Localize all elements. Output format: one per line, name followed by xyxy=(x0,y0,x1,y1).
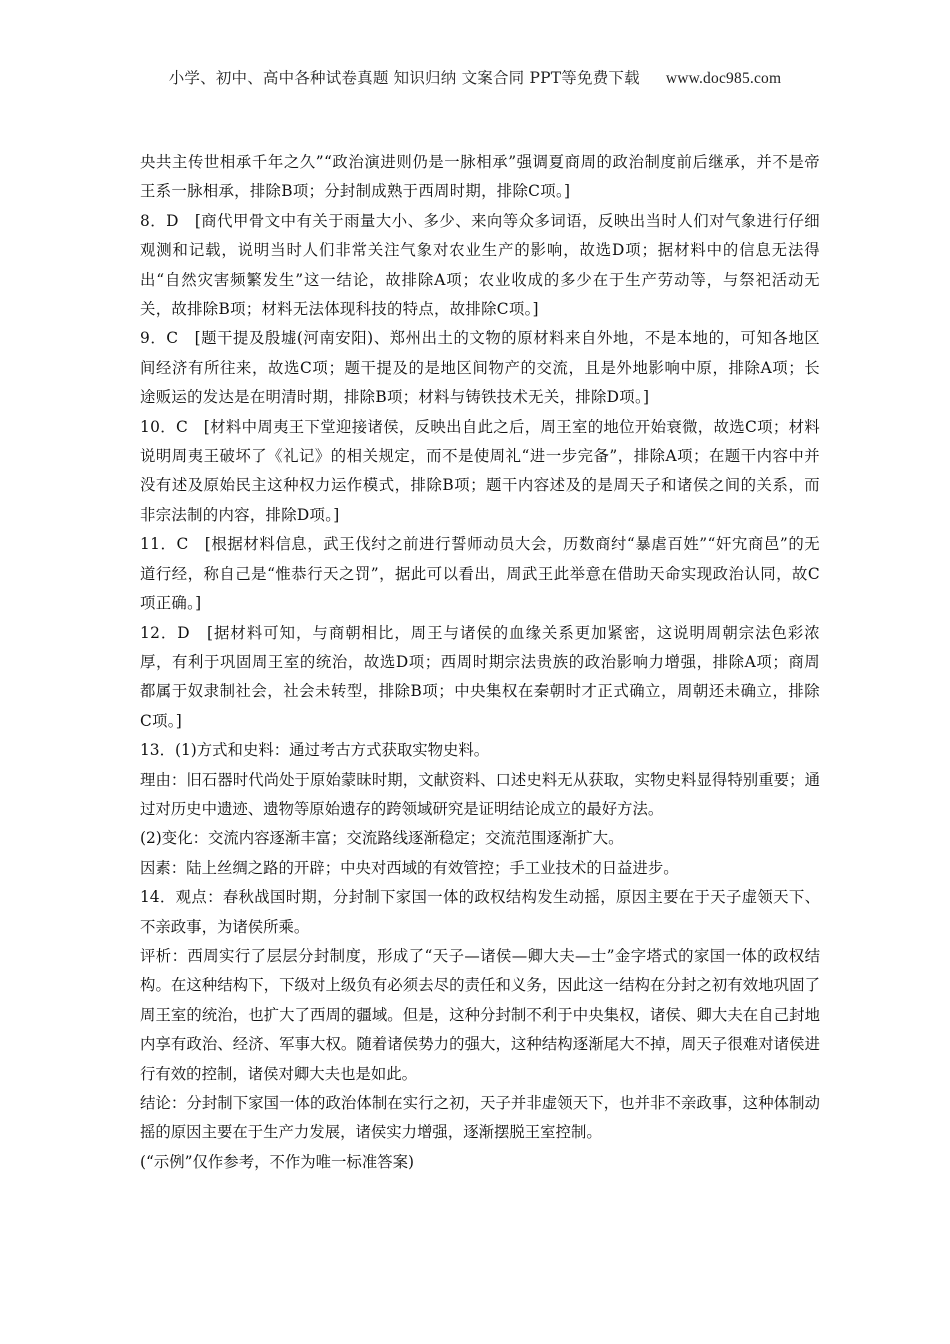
answer-paragraph: 13．(1)方式和史料：通过考古方式获取实物史料。 xyxy=(140,741,490,760)
answer-paragraph: 央共主传世相承千年之久”“政治演进则仍是一脉相承”强调夏商周的政治制度前后继承，并不是帝王系一脉相承，排除B项；分封制成熟于西周时期，排除C项。] xyxy=(140,153,820,201)
answer-paragraph: 9．C [题干提及殷墟(河南安阳)、郑州出土的文物的原材料来自外地，不是本地的，可知各地区间经济有所往来，故选C项；题干提及的是地区间物产的交流，且是外地影响中原，排除A项；长途贩运的发达是在明清时期，排除B项；材料与铸铁技术无关，排除D项。] xyxy=(140,329,820,407)
header-site-link[interactable]: www.doc985.com xyxy=(665,70,782,87)
answer-paragraph: 结论：分封制下家国一体的政治体制在实行之初，天子并非虚领天下，也并非不亲政事，这种体制动摇的原因主要在于生产力发展，诸侯实力增强，逐渐摆脱王室控制。 xyxy=(140,1094,820,1142)
answer-paragraph: 因素：陆上丝绸之路的开辟；中央对西域的有效管控；手工业技术的日益进步。 xyxy=(140,858,679,877)
note-paragraph: (“示例”仅作参考，不作为唯一标准答案) xyxy=(140,1152,414,1171)
answer-paragraph: 11．C [根据材料信息，武王伐纣之前进行誓师动员大会，历数商纣“暴虐百姓”“奸宄商邑”的无道行经，称自己是“惟恭行天之罚”，据此可以看出，周武王此举意在借助天命实现政治认同，故C项正确。] xyxy=(140,535,820,613)
answer-paragraph: 理由：旧石器时代尚处于原始蒙昧时期，文献资料、口述史料无从获取，实物史料显得特别重要；通过对历史中遗迹、遗物等原始遗存的跨领域研究是证明结论成立的最好方法。 xyxy=(140,770,820,818)
answer-paragraph: (2)变化：交流内容逐渐丰富；交流路线逐渐稳定；交流范围逐渐扩大。 xyxy=(140,829,624,848)
answer-paragraph: 12．D [据材料可知，与商朝相比，周王与诸侯的血缘关系更加紧密，这说明周朝宗法色彩浓厚，有利于巩固周王室的统治，故选D项；西周时期宗法贵族的政治影响力增强，排除A项；商周都属于奴隶制社会，社会未转型，排除B项；中央集权在秦朝时才正式确立，周朝还未确立，排除C项。] xyxy=(140,623,820,730)
answer-paragraph: 14．观点：春秋战国时期，分封制下家国一体的政权结构发生动摇，原因主要在于天子虚领天下、不亲政事，为诸侯所乘。 xyxy=(140,888,820,936)
answer-paragraph: 10．C [材料中周夷王下堂迎接诸侯，反映出自此之后，周王室的地位开始衰微，故选C项；材料说明周夷王破坏了《礼记》的相关规定，而不是使周礼“进一步完备”，排除A项；在题干内容中并没有述及原始民主这种权力运作模式，排除B项；题干内容述及的是周天子和诸侯之间的关系，而非宗法制的内容，排除D项。] xyxy=(140,417,820,524)
document-body xyxy=(140,148,820,1177)
page-header xyxy=(0,66,950,88)
answer-paragraph: 评析：西周实行了层层分封制度，形成了“天子—诸侯—卿大夫—士”金字塔式的家国一体的政权结构。在这种结构下，下级对上级负有必须去尽的责任和义务，因此这一结构在分封之初有效地巩固了周王室的统治，也扩大了西周的疆域。但是，这种分封制不利于中央集权，诸侯、卿大夫在自己封地内享有政治、经济、军事大权。随着诸侯势力的强大，这种结构逐渐尾大不掉，周天子很难对诸侯进行有效的控制，诸侯对卿大夫也是如此。 xyxy=(140,946,820,1083)
header-text: 小学、初中、高中各种试卷真题 知识归纳 文案合同 PPT等免费下载 xyxy=(168,69,640,87)
answer-paragraph: 8．D [商代甲骨文中有关于雨量大小、多少、来向等众多词语，反映出当时人们对气象进行仔细观测和记载，说明当时人们非常关注气象对农业生产的影响，故选D项；据材料中的信息无法得出“自然灾害频繁发生”这一结论，故排除A项；农业收成的多少在于生产劳动等，与祭祀活动无关，故排除B项；材料无法体现科技的特点，故排除C项。] xyxy=(140,211,820,319)
